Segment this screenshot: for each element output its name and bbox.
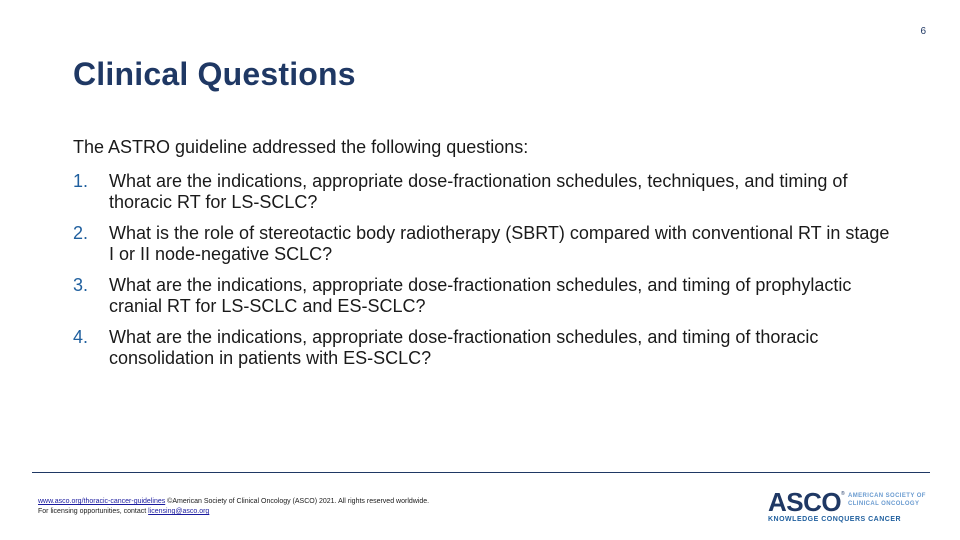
list-item xyxy=(73,171,893,213)
list-item xyxy=(73,327,893,369)
intro-text: The ASTRO guideline addressed the following questions: xyxy=(73,137,529,157)
licensing-text: For licensing opportunities, contact xyxy=(38,508,149,515)
logo-trademark: ® xyxy=(841,491,845,497)
question-number: 4. xyxy=(73,327,89,347)
question-number: 1. xyxy=(73,171,89,191)
licensing-email-link[interactable]: licensing@asco.org xyxy=(148,508,210,515)
logo-society-name xyxy=(848,492,926,508)
copyright-text: ©American Society of Clinical Oncology (ASCO) 2021. All rights reserved worldwide. xyxy=(165,498,430,505)
question-number: 2. xyxy=(73,223,89,243)
list-item xyxy=(73,275,893,317)
footer-line-1 xyxy=(38,497,429,507)
guidelines-link[interactable]: www.asco.org/thoracic-cancer-guidelines xyxy=(38,498,166,505)
footer-divider xyxy=(32,472,930,473)
page-number: 6 xyxy=(920,26,926,37)
asco-logo xyxy=(768,488,932,526)
logo-tagline: KNOWLEDGE CONQUERS CANCER xyxy=(768,516,902,523)
question-text: What are the indications, appropriate dose-fractionation schedules, and timing of prophylactic cranial RT for LS-SCLC and ES-SCLC? xyxy=(109,275,852,316)
questions-list xyxy=(73,171,893,379)
list-item xyxy=(73,223,893,265)
footer-line-2 xyxy=(38,507,429,517)
page-title: Clinical Questions xyxy=(73,56,356,92)
logo-mark: ASCO xyxy=(768,487,842,517)
question-text: What are the indications, appropriate dose-fractionation schedules, techniques, and timing of thoracic RT for LS-SCLC? xyxy=(109,171,848,212)
logo-society-line-2: CLINICAL ONCOLOGY xyxy=(848,501,920,507)
question-text: What is the role of stereotactic body radiotherapy (SBRT) compared with conventional RT in stage I or II node-negative SCLC? xyxy=(109,223,890,264)
question-number: 3. xyxy=(73,275,89,295)
question-text: What are the indications, appropriate dose-fractionation schedules, and timing of thoracic consolidation in patients with ES-SCLC? xyxy=(109,327,819,368)
logo-society-line-1: AMERICAN SOCIETY OF xyxy=(848,493,926,499)
footer-text xyxy=(38,497,429,517)
